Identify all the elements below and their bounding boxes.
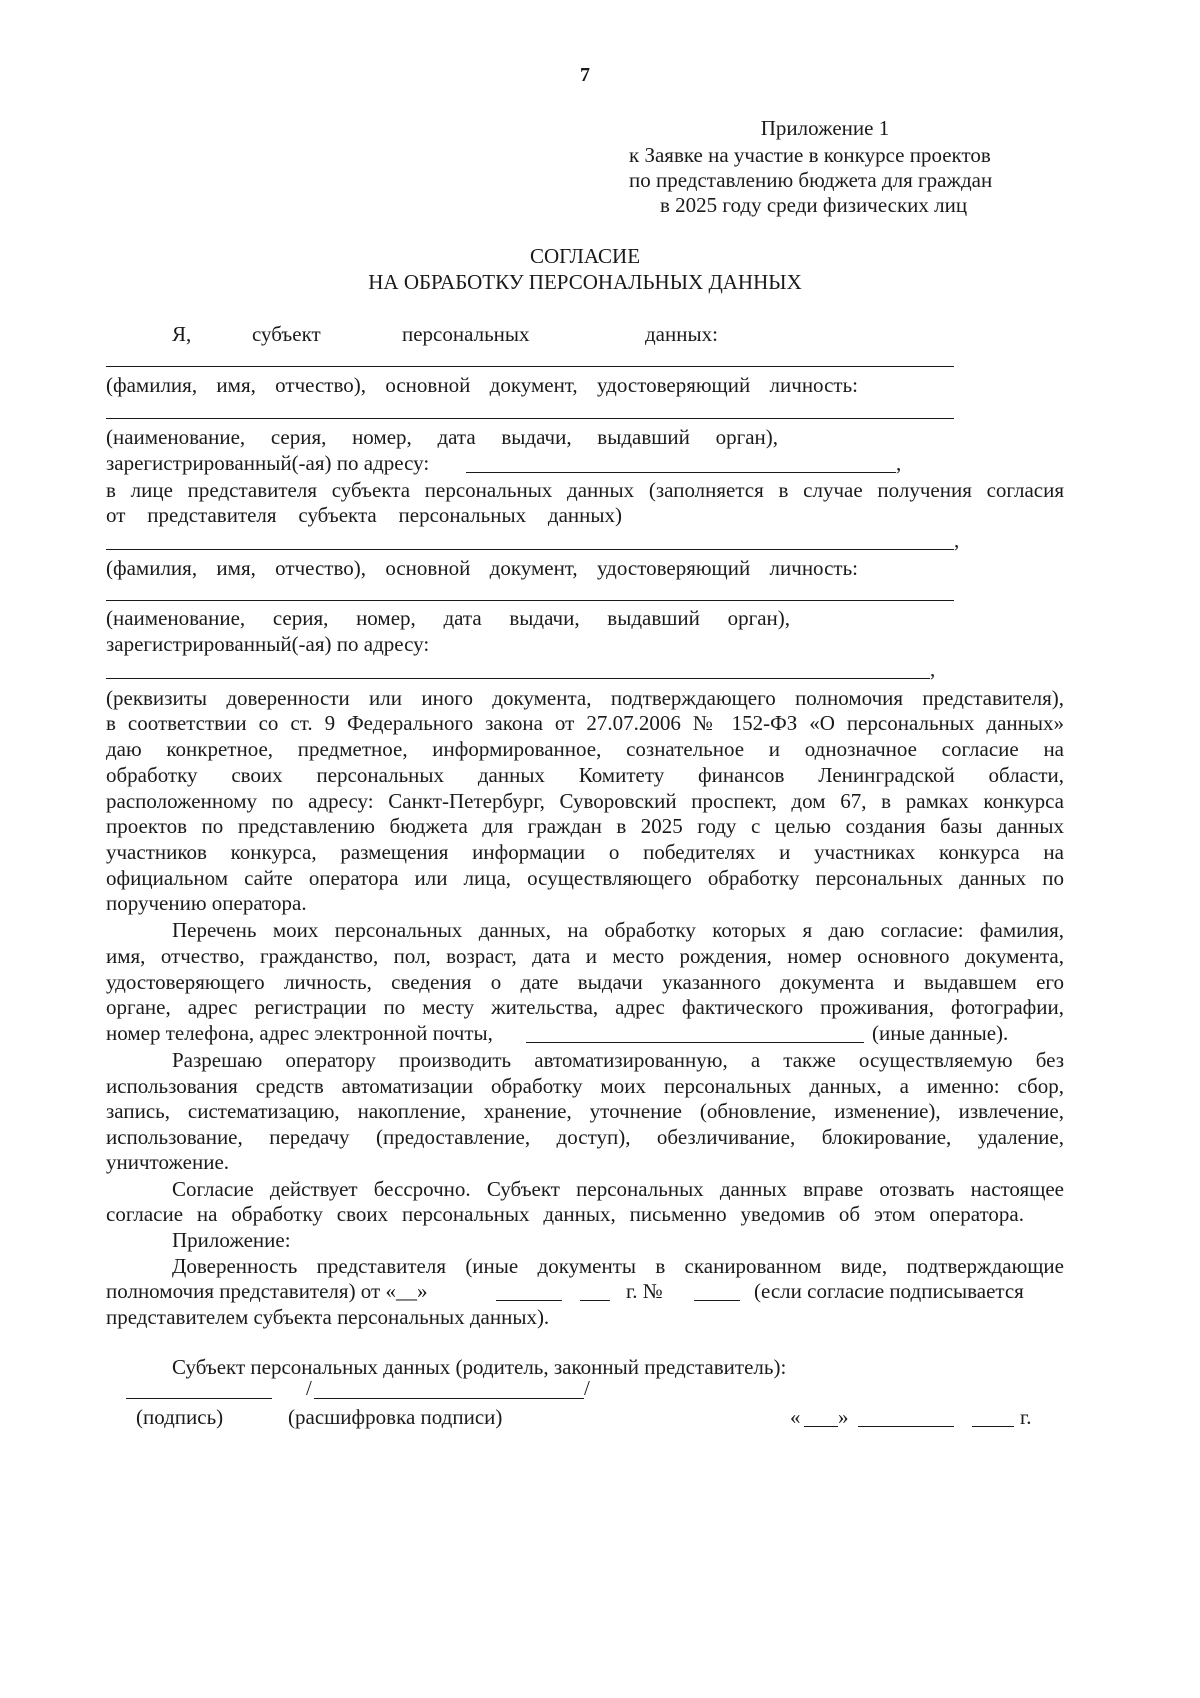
body-p2-line-5a: номер телефона, адрес электронной почты, xyxy=(106,1021,493,1045)
address-blank-line-2[interactable] xyxy=(106,678,930,679)
body-p2-line-4: органе, адрес регистрации по месту жительства, адрес фактического проживания, фотографии, xyxy=(106,995,1064,1019)
address-comma-1: , xyxy=(896,451,902,475)
body-p1-line-8: официальном сайте оператора или лица, осуществляющего обработку персональных данных по xyxy=(106,866,1064,890)
signature-decode-blank[interactable] xyxy=(314,1398,584,1399)
body-p3-line-4: использование, передачу (предоставление, доступ), обезличивание, блокирование, удаление, xyxy=(106,1125,1064,1149)
body-p6-line-2a: полномочия представителя) от «__» xyxy=(106,1279,428,1303)
document-blank-line-2[interactable] xyxy=(106,600,954,601)
body-p2-line-3: удостоверяющего личность, сведения о дате выдачи указанного документа и выдавшем его xyxy=(106,970,1064,994)
caption-fio-1: (фамилия, имя, отчество), основной документ, удостоверяющий личность: xyxy=(106,373,858,397)
signature-heading: Субъект персональных данных (родитель, законный представитель): xyxy=(172,1355,787,1379)
poa-month-blank[interactable] xyxy=(496,1300,562,1301)
poa-year-blank[interactable] xyxy=(580,1300,610,1301)
signature-slash-left: / xyxy=(306,1376,312,1400)
caption-document-1: (наименование, серия, номер, дата выдачи, выдавший орган), xyxy=(106,425,778,449)
caption-document-2: (наименование, серия, номер, дата выдачи, выдавший орган), xyxy=(106,606,790,630)
intro-word-data: данных: xyxy=(645,322,718,346)
body-p2-line-2: имя, отчество, гражданство, пол, возраст, дата и место рождения, номер основного документа, xyxy=(106,944,1064,968)
intro-word-subject: субъект xyxy=(252,322,321,346)
body-p1-line-3: даю конкретное, предметное, информированное, сознательное и однозначное согласие на xyxy=(106,737,1064,761)
date-close-quote: » xyxy=(838,1405,849,1429)
other-data-blank-line[interactable] xyxy=(526,1042,864,1043)
fio-blank-line-1[interactable] xyxy=(106,366,954,367)
date-year-suffix: г. xyxy=(1020,1405,1032,1429)
representative-line-1: в лице представителя субъекта персональных данных (заполняется в случае получения согласия xyxy=(106,478,1064,502)
date-open-quote: « xyxy=(790,1405,801,1429)
page-number: 7 xyxy=(580,64,590,86)
intro-word-ya: Я, xyxy=(172,322,192,346)
appendix-line-3: по представлению бюджета для граждан xyxy=(629,168,993,192)
body-p1-line-5: расположенному по адресу: Санкт-Петербург, Суворовский проспект, дом 67, в рамках конкурса xyxy=(106,789,1064,813)
appendix-line-1: Приложение 1 xyxy=(760,116,890,140)
body-p3-line-1: Разрешаю оператору производить автоматизированную, а также осуществляемую без xyxy=(172,1048,1064,1072)
body-p1-line-7: участников конкурса, размещения информации о победителях и участниках конкурса на xyxy=(106,840,1064,864)
poa-number-blank[interactable] xyxy=(694,1300,740,1301)
date-month-blank[interactable] xyxy=(858,1426,954,1427)
body-p5-appendix-label: Приложение: xyxy=(172,1228,291,1252)
address-blank-line-1[interactable] xyxy=(466,472,896,473)
appendix-line-4: в 2025 году среди физических лиц xyxy=(660,193,968,217)
body-p6-line-3: представителем субъекта персональных данных). xyxy=(106,1305,550,1329)
representative-fio-comma: , xyxy=(954,528,960,552)
date-year-blank[interactable] xyxy=(972,1426,1014,1427)
body-p2-line-5b: (иные данные). xyxy=(872,1021,1009,1045)
appendix-line-2: к Заявке на участие в конкурсе проектов xyxy=(629,143,991,167)
address-comma-2: , xyxy=(930,657,936,681)
registered-label-1: зарегистрированный(-ая) по адресу: xyxy=(106,451,430,475)
body-p2-line-1: Перечень моих персональных данных, на обработку которых я даю согласие: фамилия, xyxy=(172,918,1064,942)
representative-line-2: от представителя субъекта персональных данных) xyxy=(106,503,622,527)
body-p1-line-1: (реквизиты доверенности или иного документа, подтверждающего полномочия представителя), xyxy=(106,686,1064,710)
intro-word-personal: персональных xyxy=(402,322,530,346)
document-title-line-1: СОГЛАСИЕ xyxy=(529,244,641,268)
body-p3-line-3: запись, систематизацию, накопление, хранение, уточнение (обновление, изменение), извлечение, xyxy=(106,1099,1064,1123)
body-p4-line-1: Согласие действует бессрочно. Субъект персональных данных вправе отозвать настоящее xyxy=(172,1177,1064,1201)
representative-fio-blank-line[interactable] xyxy=(106,549,954,550)
body-p1-line-4: обработку своих персональных данных Комитету финансов Ленинградской области, xyxy=(106,763,1064,787)
body-p3-line-5: уничтожение. xyxy=(106,1150,230,1174)
body-p1-line-2: в соответствии со ст. 9 Федерального закона от 27.07.2006 № 152-ФЗ «О персональных данных» xyxy=(106,711,1064,735)
signature-caption: (подпись) xyxy=(136,1405,224,1429)
registered-label-2: зарегистрированный(-ая) по адресу: xyxy=(106,632,430,656)
body-p4-line-2: согласие на обработку своих персональных данных, письменно уведомив об этом оператора. xyxy=(106,1202,1024,1226)
body-p1-line-9: поручению оператора. xyxy=(106,891,307,915)
document-title-line-2: НА ОБРАБОТКУ ПЕРСОНАЛЬНЫХ ДАННЫХ xyxy=(368,270,802,294)
body-p6-line-2c: (если согласие подписывается xyxy=(754,1279,1024,1303)
signature-decode-caption: (расшифровка подписи) xyxy=(288,1405,503,1429)
caption-fio-2: (фамилия, имя, отчество), основной документ, удостоверяющий личность: xyxy=(106,556,858,580)
body-p3-line-2: использования средств автоматизации обработку моих персональных данных, а именно: сбор, xyxy=(106,1074,1064,1098)
body-p6-line-2b: г. № xyxy=(626,1279,663,1303)
document-blank-line-1[interactable] xyxy=(106,418,954,419)
signature-slash-right: / xyxy=(584,1376,590,1400)
signature-blank[interactable] xyxy=(126,1398,272,1399)
body-p6-line-1: Доверенность представителя (иные документы в сканированном виде, подтверждающие xyxy=(172,1254,1064,1278)
body-p1-line-6: проектов по представлению бюджета для граждан в 2025 году с целью создания базы данных xyxy=(106,814,1064,838)
date-day-blank[interactable] xyxy=(804,1426,838,1427)
